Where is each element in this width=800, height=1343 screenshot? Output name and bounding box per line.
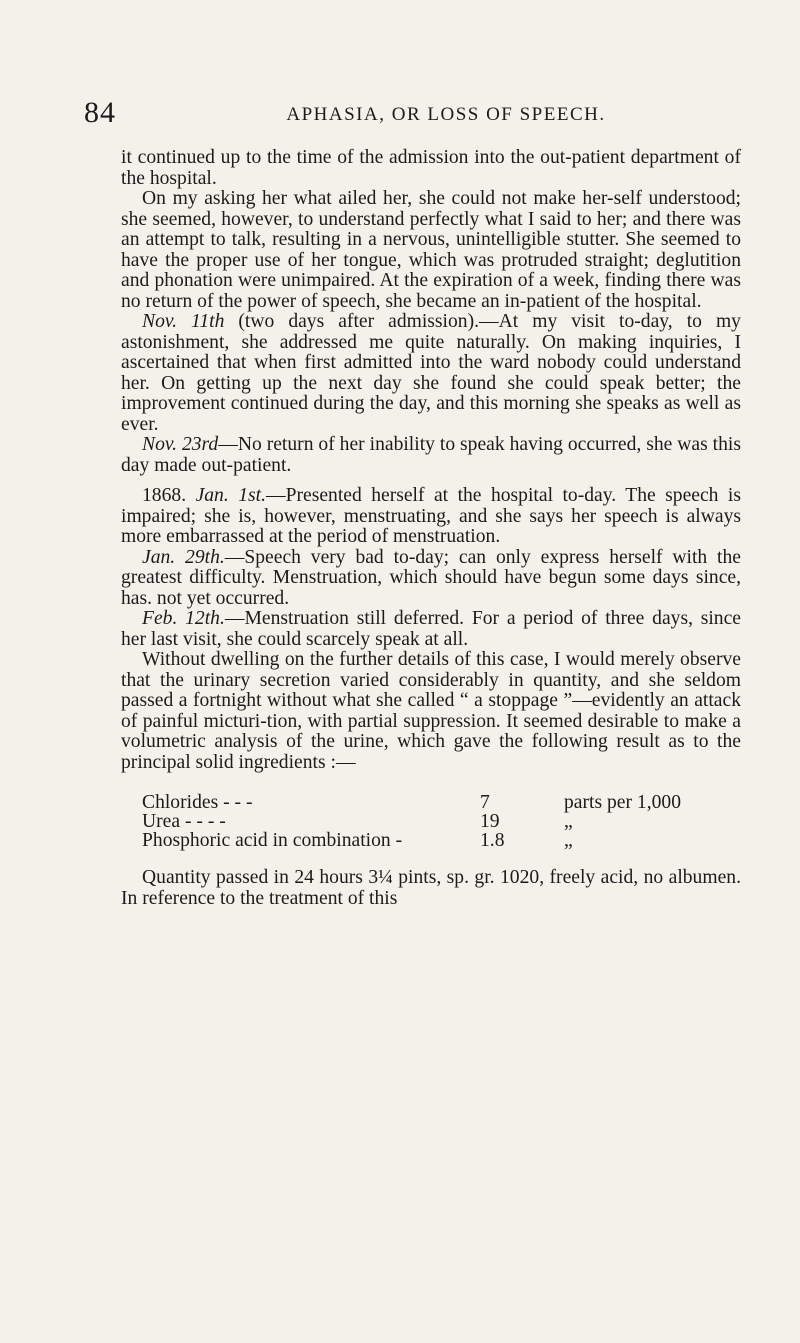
running-title: APHASIA, OR LOSS OF SPEECH.	[286, 104, 606, 125]
entry-text: (two days after admission).—At my visit to-day, to my astonishment, she addressed me quite naturally. On making inquiries, I ascertained that when first admitted into the ward nobody could understand her. On getting up the next day she found she could speak better; the improvement continued during the day, and this morning she speaks as well as ever.	[121, 311, 741, 435]
entry-text: —Menstruation still deferred. For a period of three days, since her last visit, she could scarcely speak at all.	[121, 608, 741, 650]
entry-date: Nov. 11th	[142, 311, 225, 332]
ingredient-value: 19	[480, 811, 500, 832]
case-entry	[121, 486, 741, 548]
entry-date: Nov. 23rd	[142, 434, 219, 455]
paragraph: Without dwelling on the further details of this case, I would merely observe that the urinary secretion varied considerably in quantity, and she seldom passed a fortnight without what she called “ a stoppage ”—evidently an attack of painful micturi-tion, with partial suppression. It seemed desirable to make a volumetric analysis of the urine, which gave the following result as to the principal solid ingredients :—	[121, 649, 741, 773]
ingredient-name: Chlorides - - -	[142, 792, 253, 813]
analysis-table	[121, 793, 741, 850]
page-number: 84	[84, 96, 116, 129]
page-header	[84, 96, 764, 136]
entry-year: 1868.	[142, 485, 187, 506]
entry-date: Jan. 1st.	[195, 485, 266, 506]
entry-text: —Presented herself at the hospital to-day. The speech is impaired; she is, however, menstruating, and she says her speech is always more embarrassed at the period of menstruation.	[121, 485, 742, 547]
entry-text: —No return of her inability to speak having occurred, she was this day made out-patient.	[121, 434, 741, 476]
table-row	[142, 812, 741, 831]
case-entry	[121, 609, 741, 650]
ingredient-value: 7	[480, 792, 490, 813]
ingredient-value: 1.8	[480, 830, 505, 851]
ingredient-name: Urea - - - -	[142, 811, 226, 832]
entry-date: Feb. 12th.	[142, 608, 225, 629]
case-entry	[121, 548, 741, 610]
ingredient-unit: „	[564, 811, 573, 832]
paragraph: Quantity passed in 24 hours 3¼ pints, sp. gr. 1020, freely acid, no albumen. In reference to the treatment of this	[121, 867, 741, 909]
ingredient-unit: parts per 1,000	[564, 792, 681, 813]
entry-text: —Speech very bad to-day; can only express herself with the greatest difficulty. Menstruation, which should have begun some days since, has. not yet occurred.	[121, 546, 741, 609]
paragraph: it continued up to the time of the admission into the out-patient department of the hospital.	[121, 147, 741, 189]
body-text	[121, 148, 741, 909]
case-entry	[121, 435, 741, 476]
entry-date: Jan. 29th.	[142, 546, 225, 568]
ingredient-name: Phosphoric acid in combination -	[142, 830, 403, 851]
ingredient-unit: „	[564, 830, 573, 851]
table-row	[142, 831, 741, 850]
table-row	[142, 793, 741, 812]
paragraph: On my asking her what ailed her, she could not make her-self understood; she seemed, however, to understand perfectly what I said to her; and there was an attempt to talk, resulting in a nervous, unintelligible stutter. She seemed to have the proper use of her tongue, which was protruded straight; deglutition and phonation were unimpaired. At the expiration of a week, finding there was no return of the power of speech, she became an in-patient of the hospital.	[121, 188, 741, 312]
case-entry	[121, 312, 741, 435]
